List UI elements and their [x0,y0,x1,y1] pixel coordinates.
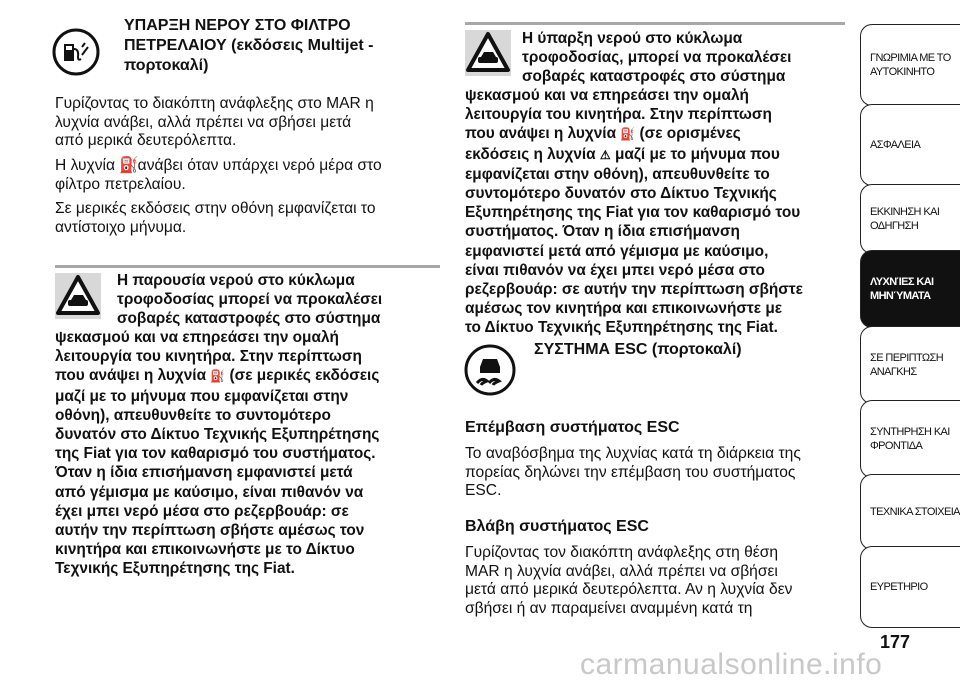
water-in-fuel-lamp-icon: ⛽ [210,369,226,384]
water-in-fuel-icon [51,27,101,77]
paragraph: Το αναβόσβημα της λυχνίας κατά τη διάρκεια της πορείας δηλώνει την επέμβαση του συστήματος ESC. [465,445,801,500]
tab-label: ΓΝΩΡΙΜΙΑ ΜΕ ΤΟ ΑΥΤΟΚΙΝΗΤΟ [870,52,951,78]
tab-safety[interactable] [860,104,960,186]
text: (σε μερικές εκδόσεις [225,367,380,385]
text: που ανάψει η λυχνία [465,125,621,143]
tab-warning-lights-messages[interactable] [860,250,960,328]
text: ψεκασμού και να επηρεάσει την ομαλή λειτουργία του κινητήρα. Στην περίπτωση [55,329,362,366]
tab-starting-driving[interactable] [860,184,960,254]
warning-triangle-car-icon [465,30,511,76]
section-heading-water-in-filter: ΥΠΑΡΞΗ ΝΕΡΟΥ ΣΤΟ ΦΙΛΤΡΟ ΠΕΤΡΕΛΑΙΟΥ (εκδόσεις Multijet - πορτοκαλί) [124,17,374,74]
paragraph: Σε μερικές εκδόσεις στην οθόνη εμφανίζεται το αντίστοιχο μήνυμα. [55,200,376,236]
tab-technical-data[interactable] [860,474,960,550]
tab-emergency[interactable] [860,326,960,404]
watermark: carmanualsonline.info [580,648,883,681]
tab-getting-to-know-car[interactable] [860,24,960,106]
tab-label: ΣΕ ΠΕΡΙΠΤΩΣΗ ΑΝΑΓΚΗΣ [870,352,944,378]
warning-text [465,86,803,338]
tab-index[interactable] [860,546,960,628]
paragraph: Γυρίζοντας το διακόπτη ανάφλεξης στο MAR η λυχνία ανάβει, αλλά πρέπει να σβήσει μετά από μερικά δευτερόλεπτα. [55,95,374,150]
esc-icon [463,343,517,397]
general-warning-lamp-icon: ⚠ [599,147,611,162]
tab-label: ΕΥΡΕΤΗΡΙΟ [870,581,928,593]
text: εκδόσεις η λυχνία [465,145,600,163]
page-number: 177 [880,632,911,652]
section-heading-esc: ΣΥΣΤΗΜΑ ESC (πορτοκαλί) [534,341,742,358]
tab-label: ΣΥΝΤΗΡΗΣΗ ΚΑΙ ΦΡΟΝΤΙΔΑ [870,426,950,452]
text: εμφανίζεται στην οθόνη), απευθυνθείτε το συντομότερο δυνατόν στο Δίκτυο Τεχνικής Εξυπηρέτησης της Fiat για τον καθαρισμό του συστήματος. Όταν η ίδια επισήμανση εμφανιστεί μετά από γέμισμα με καύσιμο, είναι πιθανόν να έχει μπει νερό μέσα στο ρεζερβουάρ: σε αυτήν την περίπτωση σβήστε αμέσως τον κινητήρα και επικοινωνήστε με το Δίκτυο Τεχνικής Εξυπηρέτησης της Fiat. [465,165,803,337]
text: που ανάψει η λυχνία [55,367,211,385]
subheading: Βλάβη συστήματος ESC [465,518,649,535]
divider [55,265,440,268]
warning-text [55,328,379,579]
text: φίλτρο πετρελαίου. [55,175,186,193]
tab-label: ΕΚΚΙΝΗΣΗ ΚΑΙ ΟΔΗΓΗΣΗ [870,206,940,232]
tab-label: ΛΥΧΝΊΕΣ ΚΑΙ ΜΗΝΎΜΑΤΑ [870,276,934,302]
text: μαζί με το μήνυμα που [610,145,780,163]
water-in-fuel-lamp-icon: ⛽ [620,127,636,142]
tab-label: ΑΣΦΑΛΕΙΑ [870,139,921,151]
text: μαζί με το μήνυμα που εμφανίζεται στην οθόνη), απευθυνθείτε το συντομότερο δυνατόν στο Δίκτυο Τεχνικής Εξυπηρέτησης της Fiat για τον καθαρισμό του συστήματος. Όταν η ίδια επισήμανση εμφανιστεί μετά από γέμισμα με καύσιμο, είναι πιθανόν να έχει μπει νερό μέσα στο ρεζερβουάρ: σε αυτήν την περίπτωση σβήστε αμέσως τον κινητήρα και επικοινωνήστε με το Δίκτυο Τεχνικής Εξυπηρέτησης της Fiat. [55,387,380,578]
warning-triangle-car-icon [55,273,101,319]
tab-maintenance[interactable] [860,400,960,478]
text: Η λυχνία [55,157,120,174]
text: (σε ορισμένες [635,125,741,143]
paragraph [55,157,382,194]
paragraph: Γυρίζοντας τον διακόπτη ανάφλεξης στη θέση MAR η λυχνία ανάβει, αλλά πρέπει να σβήσει μετά από μερικά δευτερόλεπτα. Αν η λυχνία δεν σβήσει ή αν παραμείνει αναμμένη κατά τη [465,544,793,617]
subheading: Επέμβαση συστήματος ESC [465,419,680,436]
text: ανάβει όταν υπάρχει νερό μέρα στο [133,157,382,174]
text: ψεκασμού και να επηρεάσει την ομαλή λειτουργία του κινητήρα. Στην περίπτωση [465,87,772,124]
warning-text: Η ύπαρξη νερού στο κύκλωμα τροφοδοσίας, μπορεί να προκαλέσει σοβαρές καταστροφές στο σύστημα [522,30,792,86]
divider [465,22,845,25]
warning-text: Η παρουσία νερού στο κύκλωμα τροφοδοσίας μπορεί να προκαλέσει σοβαρές καταστροφές στο σύστημα [117,272,383,328]
tab-label: ΤΕΧΝΙΚΑ ΣΤΟΙΧΕΙΑ [870,506,960,518]
water-in-fuel-lamp-icon: ⛽ [119,157,139,174]
